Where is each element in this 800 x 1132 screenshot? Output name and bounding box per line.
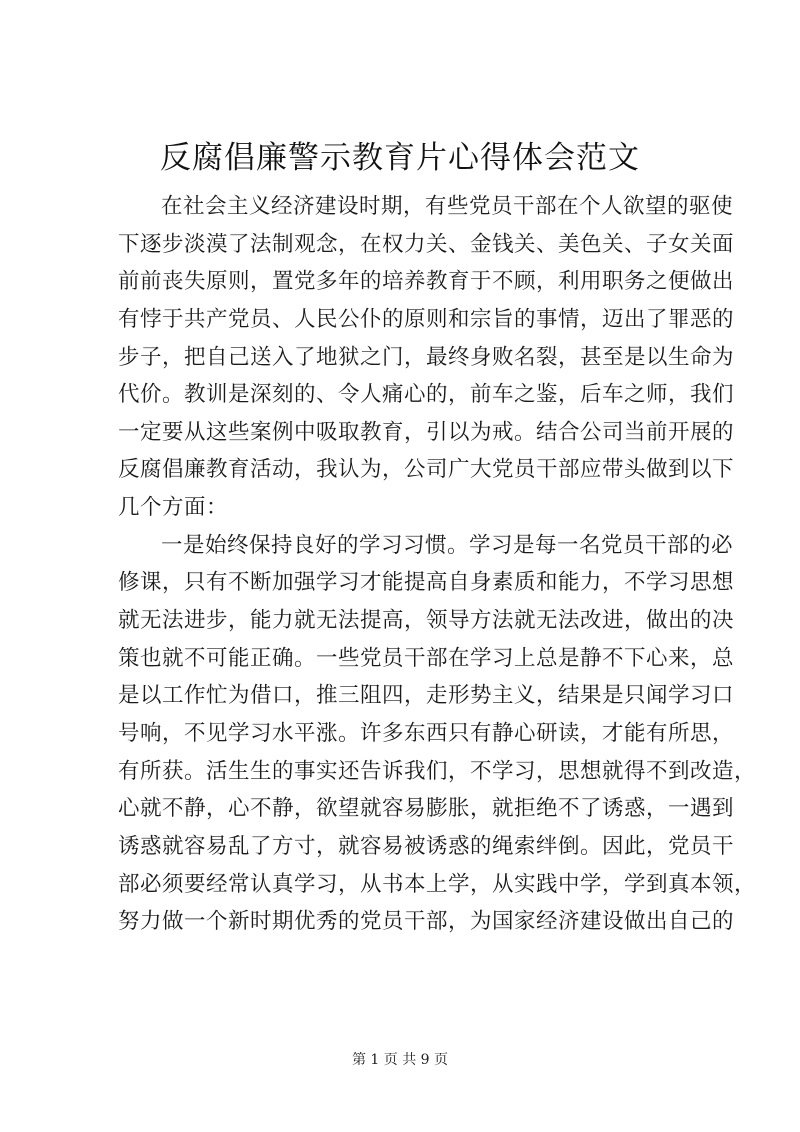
text-line: 几个方面： xyxy=(118,495,229,521)
text-line: 前前丧失原则，置党多年的培养教育于不顾，利用职务之便做出 xyxy=(118,269,735,295)
paragraph-1 xyxy=(118,188,735,527)
text-line: 号响，不见学习水平涨。许多东西只有静心研读，才能有所思， xyxy=(118,720,735,746)
text-line: 一是始终保持良好的学习习惯。学习是每一名党员干部的必 xyxy=(161,532,734,558)
text-line: 就无法进步，能力就无法提高，领导方法就无法改进，做出的决 xyxy=(118,608,735,634)
document-body xyxy=(118,188,757,941)
text-line: 心就不静，心不静，欲望就容易膨胀，就拒绝不了诱惑，一遇到 xyxy=(118,796,735,822)
paragraph-2 xyxy=(118,527,757,941)
document-title: 反腐倡廉警示教育片心得体会范文 xyxy=(160,140,640,176)
text-line: 在社会主义经济建设时期，有些党员干部在个人欲望的驱使 xyxy=(161,194,734,219)
text-line: 下逐步淡漠了法制观念，在权力关、金钱关、美色关、子女关面 xyxy=(118,231,735,257)
text-line: 是以工作忙为借口，推三阻四，走形势主义，结果是只闻学习口 xyxy=(118,683,735,709)
text-line: 有悖于共产党员、人民公仆的原则和宗旨的事情，迈出了罪恶的 xyxy=(118,306,735,332)
page-footer: 第 1 页 共 9 页 xyxy=(351,1052,449,1068)
text-line: 一定要从这些案例中吸取教育，引以为戒。结合公司当前开展的 xyxy=(118,419,735,445)
text-line: 努力做一个新时期优秀的党员干部，为国家经济建设做出自己的 xyxy=(118,909,735,935)
text-line: 修课，只有不断加强学习才能提高自身素质和能力，不学习思想 xyxy=(118,570,735,596)
text-line: 诱惑就容易乱了方寸，就容易被诱惑的绳索绊倒。因此，党员干 xyxy=(118,833,735,859)
text-line: 部必须要经常认真学习，从书本上学，从实践中学，学到真本领， xyxy=(118,871,757,897)
text-line: 有所获。活生生的事实还告诉我们，不学习，思想就得不到改造， xyxy=(118,758,757,784)
text-line: 步子，把自己送入了地狱之门，最终身败名裂，甚至是以生命为 xyxy=(118,344,735,370)
text-line: 策也就不可能正确。一些党员干部在学习上总是静不下心来，总 xyxy=(118,645,735,671)
text-line: 反腐倡廉教育活动，我认为，公司广大党员干部应带头做到以下 xyxy=(118,457,735,483)
text-line: 代价。教训是深刻的、令人痛心的，前车之鉴，后车之师，我们 xyxy=(118,382,735,408)
